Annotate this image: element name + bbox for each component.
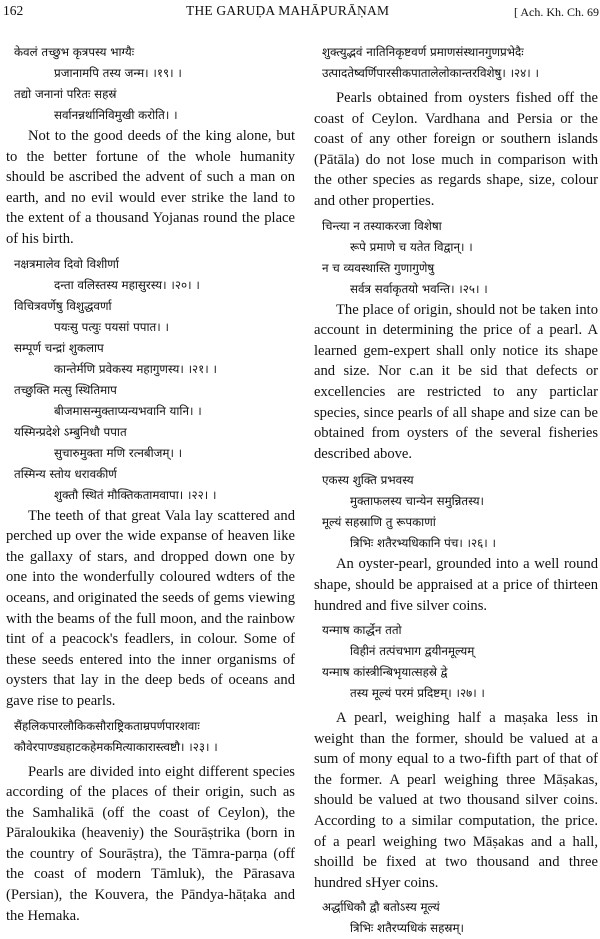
verse-line: नक्षत्रमालेव दिवो विशीर्णा: [14, 256, 119, 271]
verse-line: तस्मिन्य स्तोय धरावकीर्ण: [14, 466, 117, 481]
verse-line: चिन्त्या न तस्याकरजा विशेषा: [322, 218, 442, 233]
translation-paragraph: A pearl, weighing half a maṣaka less in weight than the former, should be valued at a sum of mony equal to a two-fifth part of that of the former. A pearl weighing three Māṣakas, should be valued at two thousand silver coins. According to a similar computation, the price. of a pearl weighing two Māṣakas and a hall, shoilld be fixed at two thousand and three hundred sHyer coins.: [314, 710, 598, 891]
verse-line: यन्माष कांस्त्रीन्बिभृयात्सहस्रे द्वे: [322, 665, 448, 680]
verse-line: तस्य मूल्यं परमं प्रदिष्टम्। ।२७। ।: [350, 686, 485, 701]
page-number: 162: [3, 3, 24, 18]
verse-line: त्रिभिः शतैरभ्यधिकानि पंच। ।२६। ।: [350, 536, 496, 551]
verse-line: एकस्य शुक्ति प्रभवस्य: [322, 473, 414, 488]
verse-line: तद्यो जनानां परितः सहस्रं: [14, 87, 117, 101]
verse-line: दन्ता वलिस्तस्य महासुरस्य। ।२०। ।: [54, 277, 200, 292]
verse-line: यस्मिन्प्रदेशे ऽम्बुनिधौ पपात: [14, 424, 127, 439]
translation-paragraph: The teeth of that great Vala lay scattered and perched up over the wide expanse of heaven like the gallaxy of stars, and dropped down one by one into the wonderfully coloured wdters of the oceans, and originated the seeds of gems viewing with the beams of the full moon, and the rainbow tint of a peacock's feadlers, in colour. Some of these seeds entered into the inner organisms of oysters that lay in the deep beds of oceans and gave rise to pearls.: [6, 507, 295, 709]
verse-line: न च व्यवस्थास्ति गुणागुणेषु: [322, 260, 435, 275]
verse-line: उत्पादतेष्वर्णिपारसीकपातालेलोकान्तरविशेषु। ।२४। ।: [322, 66, 540, 80]
translation-paragraph: An oyster-pearl, grounded into a well round shape, should be appraised at a price of thirteen hundred and five silver coins.: [314, 556, 598, 614]
verse-line: रूपे प्रमाणे च यतेत विद्वान्। ।: [350, 239, 473, 254]
translation-paragraph: Pearls are divided into eight different species according of the places of their origin, such as the Samhalikā (off the coast of Ceylon), the Pāraloukika (heaveniy) the Sourāṣtrika (born in the country of Sourāṣtra), the Tāmra-parṇa (off the coast of modern Tāmluk), the Pārasava (Persian), the Kouvera, the Pāndya-hāṭaka and the Hemaka.: [6, 763, 295, 924]
verse-line: कौवेरपाण्ड्यहाटकहेमकमित्याकारास्त्वष्टौ। ।२३। ।: [14, 739, 218, 754]
verse-line: शुक्त्युद्भवं नातिनिकृष्टवर्ण प्रमाणसंस्थानगुणप्रभेदैः: [322, 45, 524, 59]
book-title: THE GARUḌA MAHĀPURĀṆAM: [186, 3, 390, 18]
verse-line: त्रिभिः शतैरप्यधिकं सहस्रम्।: [350, 921, 464, 936]
translation-paragraph: The place of origin, should not be taken into account in determining the price of a pearl. A learned gem-expert shall only notice its shape and size. Nor c.an it be sid that defects or excellencies are restricted to any particlar species, since pearls of all shape and size can be obtained from oysters of the several fisheries described above.: [314, 301, 598, 462]
verse-line: मूल्यं सहस्राणि तु रूपकाणां: [322, 515, 436, 530]
translation-paragraph: Pearls obtained from oysters fished off the coast of Ceylon. Vardhana and Persia or the coast of any other foreign or southern islands (Pātāla) do not lose much in comparison with the other species as regards shape, size, colour and other properties.: [314, 90, 598, 209]
running-header: [0, 0, 600, 24]
translation-paragraph: Not to the good deeds of the king alone, but to the better fortune of the whole humanity should be ascribed the advent of such a man on earth, and no evil would ever strike the land to the extent of a thousand Yojanas round the place of his birth.: [6, 128, 295, 247]
verse-line: प्रजानामपि तस्य जन्म। ।१९। ।: [54, 66, 182, 80]
verse-line: विचित्रवर्णेषु विशुद्धवर्णा: [14, 298, 112, 313]
verse-line: सर्वानन्नर्थानिविमुखी करोति। ।: [54, 108, 178, 122]
verse-line: तच्छुक्ति मत्सु स्थितिमाप: [14, 382, 117, 397]
verse-line: शुक्तौ स्थितं मौक्तिकतामवापा। ।२२। ।: [54, 487, 217, 502]
verse-line: सर्वत्र सर्वाकृतयो भवन्ति। ।२५। ।: [350, 281, 488, 296]
verse-line: कान्तेर्मणि प्रवेकस्य महागुणस्य। ।२१। ।: [54, 361, 218, 376]
verse-line: विहीनं तत्पंचभाग द्वयीनमूल्यम्: [350, 644, 475, 659]
verse-line: अर्द्धाधिकौ द्वौ बतोऽस्य मूल्यं: [322, 900, 440, 915]
chapter-reference: [ Ach. Kh. Ch. 69: [514, 5, 599, 19]
verse-line: सैंहलिकपारलौकिकसौराष्ट्रिकताम्रपर्णपारशवाः: [14, 718, 200, 733]
verse-line: केवलं तच्छुभ कृत्रपस्य भाग्यैः: [14, 45, 135, 59]
right-column: [314, 42, 598, 939]
verse-line: मुक्ताफलस्य चान्येन समुन्नितस्य।: [350, 494, 485, 509]
verse-line: सम्पूर्ण चन्द्रां शुकलाप: [14, 340, 104, 355]
verse-line: सुचारुमुक्ता मणि रत्नबीजम्। ।: [54, 445, 183, 460]
verse-line: पयःसु पत्युः पयसां पपात। ।: [54, 319, 169, 334]
left-column: [6, 42, 295, 926]
verse-line: बीजमासन्मुक्ताप्यन्यभवानि यानि। ।: [54, 403, 202, 418]
verse-line: यन्माष कार्द्धेन ततो: [322, 623, 402, 638]
